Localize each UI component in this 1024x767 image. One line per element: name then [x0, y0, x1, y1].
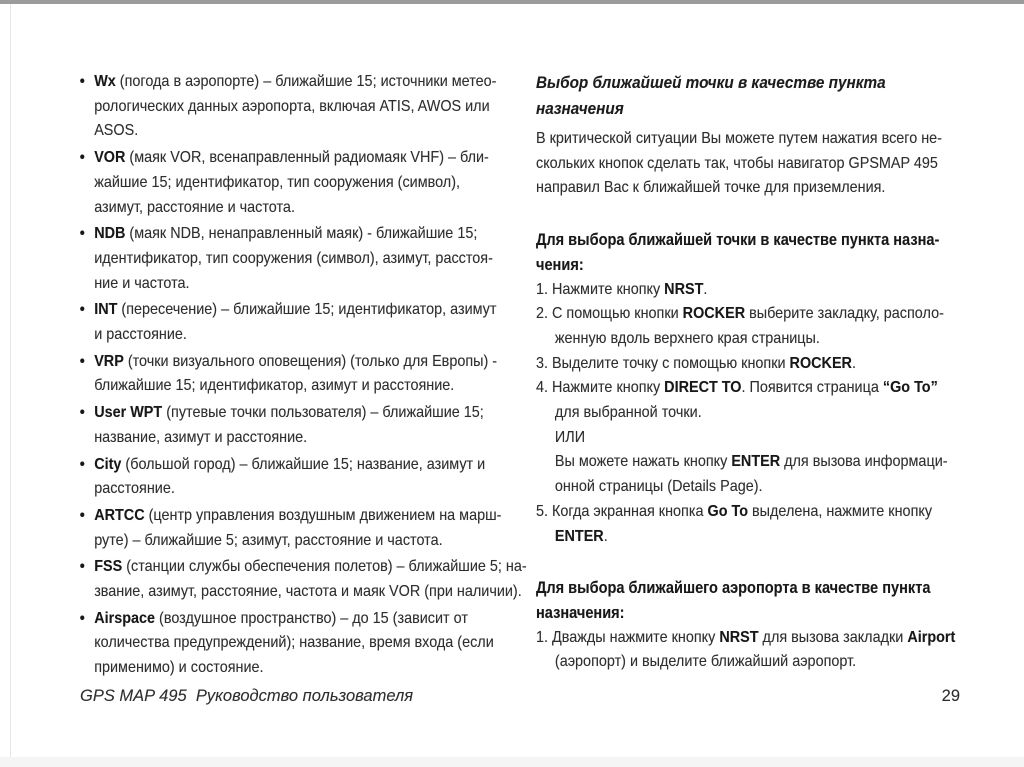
text-line: расстояние.	[94, 480, 175, 498]
text-line: (аэропорт) и выделите ближайший аэропорт.	[554, 653, 857, 671]
left-column	[78, 70, 546, 683]
text-line: назначения:	[536, 603, 625, 622]
text-line: Для выбора ближайшего аэропорта в качестве пункта	[536, 579, 931, 598]
bullet-item	[78, 350, 546, 399]
page-edge-line	[10, 4, 11, 767]
procedure1-heading	[536, 228, 1004, 277]
right-column	[536, 70, 1004, 675]
bullet-item	[78, 70, 546, 144]
text-line: количества предупреждений); название, время входа (если	[94, 634, 494, 652]
text-line: Выбор ближайшей точки в качестве пункта	[536, 73, 886, 92]
section-title	[536, 70, 1004, 122]
bullet-item	[78, 607, 546, 681]
text-line: • INT (пересечение) – ближайшие 15; идентификатор, азимут	[94, 301, 497, 319]
text-line: 1. Нажмите кнопку NRST.	[536, 280, 708, 298]
footer-text: GPS MAP 495 Руководство пользователя	[80, 687, 414, 705]
text-line: 1. Дважды нажмите кнопку NRST для вызова закладки Airport	[536, 628, 956, 646]
text-line: применимо) и состояние.	[94, 659, 264, 677]
bullet-item	[78, 504, 546, 553]
text-line: рологических данных аэропорта, включая ATIS, AWOS или	[94, 97, 490, 115]
procedure2-heading	[536, 576, 1004, 625]
text-line: Для выбора ближайшей точки в качестве пункта назна-	[536, 231, 940, 250]
text-line: жайшие 15; идентификатор, тип сооружения (символ),	[94, 173, 460, 191]
bottom-strip	[0, 757, 1024, 767]
page-number: 29	[941, 687, 960, 705]
text-line: Вы можете нажать кнопку ENTER для вызова информаци-	[554, 453, 948, 471]
top-border-bar	[0, 0, 1024, 4]
bullet-item	[78, 401, 546, 450]
text-line: назначения	[536, 99, 624, 118]
text-line: чения:	[536, 255, 584, 274]
text-line: • User WPT (путевые точки пользователя) – ближайшие 15;	[94, 404, 484, 422]
bullet-item	[78, 555, 546, 604]
text-line: 5. Когда экранная кнопка Go To выделена, нажмите кнопку	[536, 502, 933, 520]
bullet-item	[78, 453, 546, 502]
step-item	[536, 500, 1004, 549]
text-line: ASOS.	[94, 122, 139, 140]
text-line: название, азимут и расстояние.	[94, 428, 308, 446]
text-line: онной страницы (Details Page).	[554, 478, 763, 496]
text-line: ENTER.	[554, 527, 608, 545]
text-line: • Airspace (воздушное пространство) – до 15 (зависит от	[94, 609, 468, 627]
text-line: • City (большой город) – ближайшие 15; название, азимут и	[94, 455, 486, 473]
intro-paragraph	[536, 127, 1004, 201]
procedure2-steps	[536, 626, 1004, 675]
text-line: и расстояние.	[94, 326, 187, 344]
step-item	[536, 626, 1004, 675]
text-line: для выбранной точки.	[554, 404, 702, 422]
text-line: 4. Нажмите кнопку DIRECT TO. Появится страница “Go To”	[536, 379, 938, 397]
text-line: • FSS (станции службы обеспечения полетов) – ближайшие 5; на-	[94, 558, 527, 576]
text-line: 3. Выделите точку с помощью кнопки ROCKER.	[536, 354, 856, 372]
procedure1-steps	[536, 278, 1004, 550]
text-line: 2. С помощью кнопки ROCKER выберите закладку, располо-	[536, 305, 944, 323]
step-item	[536, 376, 1004, 500]
step-item	[536, 278, 1004, 303]
text-line: женную вдоль верхнего края страницы.	[554, 329, 820, 347]
step-item	[536, 352, 1004, 377]
text-line: направил Вас к ближайшей точке для приземления.	[536, 179, 886, 197]
bullet-item	[78, 222, 546, 296]
text-line: • NDB (маяк NDB, ненаправленный маяк) - ближайшие 15;	[94, 225, 478, 243]
text-line: руте) – ближайшие 5; азимут, расстояние и частота.	[94, 531, 443, 549]
text-line: В критической ситуации Вы можете путем нажатия всего не-	[536, 130, 942, 147]
text-line: ИЛИ	[554, 428, 586, 446]
step-item	[536, 302, 1004, 351]
text-line: • ARTCC (центр управления воздушным движением на марш-	[94, 506, 502, 524]
text-line: ние и частота.	[94, 274, 190, 292]
bullet-item	[78, 146, 546, 220]
text-line: скольких кнопок сделать так, чтобы навигатор GPSMAP 495	[536, 154, 938, 172]
bullet-item	[78, 298, 546, 347]
text-line: • Wx (погода в аэропорте) – ближайшие 15; источники метео-	[94, 73, 497, 90]
text-line: • VRP (точки визуального оповещения) (только для Европы) -	[94, 352, 498, 370]
text-line: ближайшие 15; идентификатор, азимут и расстояние.	[94, 377, 455, 395]
text-line: • VOR (маяк VOR, всенаправленный радиомаяк VHF) – бли-	[94, 149, 489, 167]
text-line: звание, азимут, расстояние, частота и маяк VOR (при наличии).	[94, 583, 522, 601]
text-line: азимут, расстояние и частота.	[94, 198, 295, 216]
text-line: идентификатор, тип сооружения (символ), азимут, расстоя-	[94, 249, 493, 267]
nearest-point-types-list	[78, 70, 546, 681]
